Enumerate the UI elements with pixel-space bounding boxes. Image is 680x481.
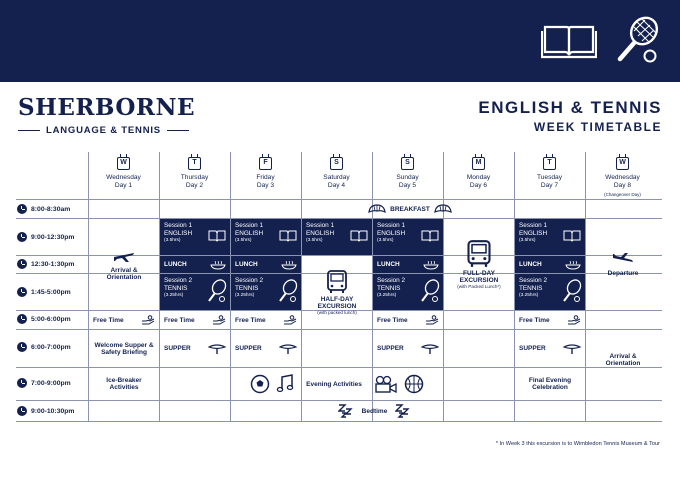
calendar-icon: T xyxy=(543,157,556,170)
session-english: Session 1 ENGLISH (3.5hrs) xyxy=(231,219,301,255)
book-icon xyxy=(563,230,581,242)
free-time-cell: Free Time xyxy=(373,311,443,329)
ice-breaker-cell: Ice-Breaker Activities xyxy=(106,377,142,391)
supper-cell: SUPPER xyxy=(160,330,230,367)
tennis-racket-icon xyxy=(420,278,440,304)
hand-icon xyxy=(567,315,581,325)
day-header: S Sunday Day 5 xyxy=(396,159,419,190)
book-icon xyxy=(350,230,368,242)
clock-icon xyxy=(17,378,27,388)
arrival-orientation-cell: Arrival & Orientation xyxy=(605,353,641,367)
supper-cell: SUPPER xyxy=(231,330,301,367)
clock-icon xyxy=(17,314,27,324)
food-bowl-icon xyxy=(565,260,581,270)
supper-cell: SUPPER xyxy=(373,330,443,367)
time-slot: 1:45-5:00pm xyxy=(17,287,71,297)
bus-icon xyxy=(466,240,492,268)
calendar-icon: S xyxy=(401,157,414,170)
calendar-icon: W xyxy=(117,157,130,170)
arrival-cell: Arrival & Orientation xyxy=(89,219,159,310)
tennis-racket-icon xyxy=(562,278,582,304)
dish-icon xyxy=(279,343,297,355)
session-tennis: Session 2 TENNIS (3.25hrs) xyxy=(515,274,585,310)
food-bowl-icon xyxy=(281,260,297,270)
food-bowl-icon xyxy=(210,260,226,270)
dish-icon xyxy=(421,343,439,355)
full-day-excursion: FULL-DAY EXCURSION (with Packed Lunch*) xyxy=(444,219,514,310)
lunch-cell: LUNCH xyxy=(515,256,585,273)
clock-icon xyxy=(17,342,27,352)
session-english: Session 1 ENGLISH (3.5hrs) xyxy=(302,219,372,255)
breakfast-cell: BREAKFAST xyxy=(160,200,660,218)
free-time-cell: Free Time xyxy=(231,311,301,329)
time-slot: 9:00-10:30pm xyxy=(17,406,74,416)
airplane-icon xyxy=(113,249,135,263)
clock-icon xyxy=(17,232,27,242)
clock-icon xyxy=(17,287,27,297)
final-celebration-cell: Final Evening Celebration xyxy=(528,377,572,391)
day-header: M Monday Day 6 xyxy=(466,159,491,190)
tennis-racket-icon xyxy=(207,278,227,304)
hand-icon xyxy=(283,315,297,325)
lunch-cell: LUNCH xyxy=(160,256,230,273)
bus-icon xyxy=(326,270,348,294)
departure-cell: Departure xyxy=(586,219,660,310)
session-english: Session 1 ENGLISH (3.5hrs) xyxy=(373,219,443,255)
day-header: T Tuesday Day 7 xyxy=(536,159,563,190)
book-icon xyxy=(279,230,297,242)
lunch-cell: LUNCH xyxy=(373,256,443,273)
time-slot: 7:00-9:00pm xyxy=(17,378,71,388)
page-title: ENGLISH & TENNIS xyxy=(478,98,662,117)
session-tennis: Session 2 TENNIS (3.25hrs) xyxy=(160,274,230,310)
dish-icon xyxy=(208,343,226,355)
welcome-supper-cell: Welcome Supper & Safety Briefing xyxy=(94,341,154,356)
croissant-icon xyxy=(434,204,452,214)
tennis-racket-icon xyxy=(278,278,298,304)
day-header: W Wednesday Day 1 xyxy=(106,159,141,190)
book-icon xyxy=(421,230,439,242)
page-subtitle: WEEK TIMETABLE xyxy=(533,120,662,134)
time-slot: 8:00-8:30am xyxy=(17,204,70,214)
hand-icon xyxy=(212,315,226,325)
calendar-icon: F xyxy=(259,157,272,170)
calendar-icon: W xyxy=(616,157,629,170)
half-day-excursion: HALF-DAY EXCURSION (with packed lunch) xyxy=(302,256,372,328)
clock-icon xyxy=(17,204,27,214)
hand-icon xyxy=(141,315,155,325)
day-header: S Saturday Day 4 xyxy=(323,159,350,190)
calendar-icon: M xyxy=(472,157,485,170)
session-tennis: Session 2 TENNIS (3.25hrs) xyxy=(373,274,443,310)
football-icon xyxy=(250,374,270,394)
evening-activities-cell: Evening Activities xyxy=(160,368,514,400)
brand-name: SHERBORNE xyxy=(18,94,196,121)
time-slot: 6:00-7:00pm xyxy=(17,342,71,352)
brand-subtitle-text: LANGUAGE & TENNIS xyxy=(46,125,161,136)
day-header: T Thursday Day 2 xyxy=(180,159,209,190)
footnote: * In Week 3 this excursion is to Wimbledon Tennis Museum & Tour xyxy=(495,441,660,447)
supper-cell: SUPPER xyxy=(515,330,585,367)
sleep-icon xyxy=(338,404,354,418)
lunch-cell: LUNCH xyxy=(231,256,301,273)
session-tennis: Session 2 TENNIS (3.25hrs) xyxy=(231,274,301,310)
calendar-icon: S xyxy=(330,157,343,170)
free-time-cell: Free Time xyxy=(89,311,159,329)
dish-icon xyxy=(563,343,581,355)
day-header: W Wednesday Day 8 (Changeover Day) xyxy=(604,159,641,197)
free-time-cell: Free Time xyxy=(515,311,585,329)
music-note-icon xyxy=(276,374,294,394)
sleep-icon xyxy=(395,404,411,418)
hand-icon xyxy=(425,315,439,325)
time-slot: 12:30-1:30pm xyxy=(17,259,74,269)
calendar-icon: T xyxy=(188,157,201,170)
clock-icon xyxy=(17,406,27,416)
clock-icon xyxy=(17,259,27,269)
book-icon xyxy=(208,230,226,242)
time-slot: 9:00-12:30pm xyxy=(17,232,74,242)
session-english: Session 1 ENGLISH (3.5hrs) xyxy=(160,219,230,255)
croissant-icon xyxy=(368,204,386,214)
free-time-cell: Free Time xyxy=(160,311,230,329)
bedtime-cell: Bedtime xyxy=(89,401,660,421)
basketball-icon xyxy=(404,374,424,394)
airplane-icon xyxy=(612,252,634,266)
session-english: Session 1 ENGLISH (3.5hrs) xyxy=(515,219,585,255)
time-slot: 5:00-6:00pm xyxy=(17,314,71,324)
day-header: F Friday Day 3 xyxy=(256,159,275,190)
food-bowl-icon xyxy=(423,260,439,270)
video-camera-icon xyxy=(374,375,398,393)
